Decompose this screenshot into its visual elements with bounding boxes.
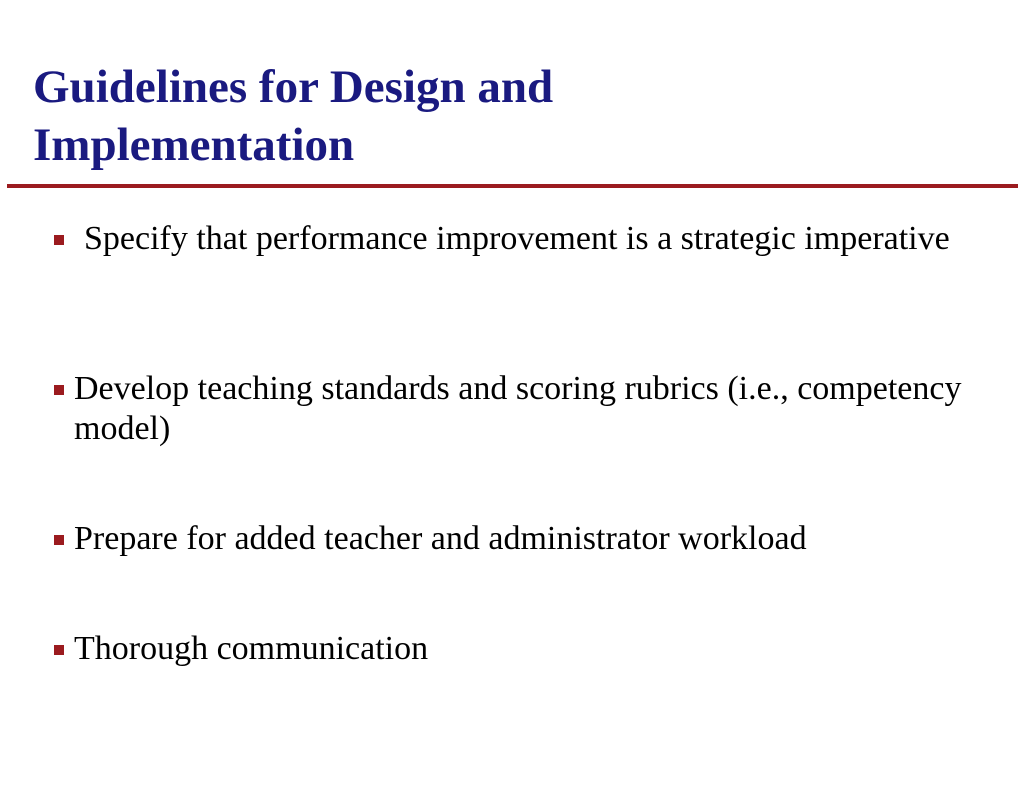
bullet-text: Thorough communication — [74, 630, 429, 667]
bullet-item-performance — [54, 219, 984, 259]
bullet-text: Prepare for added teacher and administrator workload — [74, 520, 807, 557]
square-bullet-icon — [54, 535, 64, 545]
title-divider — [7, 184, 1018, 188]
square-bullet-icon — [54, 645, 64, 655]
square-bullet-icon — [54, 235, 64, 245]
slide-title-line-2: Implementation — [33, 119, 355, 171]
slide-title-line-1: Guidelines for Design and — [33, 61, 554, 113]
bullet-item-communication — [54, 629, 984, 669]
bullet-text: Specify that performance improvement is a strategic imperative — [84, 220, 950, 257]
bullet-text: Develop teaching standards and scoring rubrics (i.e., competency model) — [74, 370, 962, 447]
slide-title — [33, 58, 733, 174]
bullet-item-standards — [54, 369, 984, 449]
bullet-item-workload — [54, 519, 984, 559]
square-bullet-icon — [54, 385, 64, 395]
